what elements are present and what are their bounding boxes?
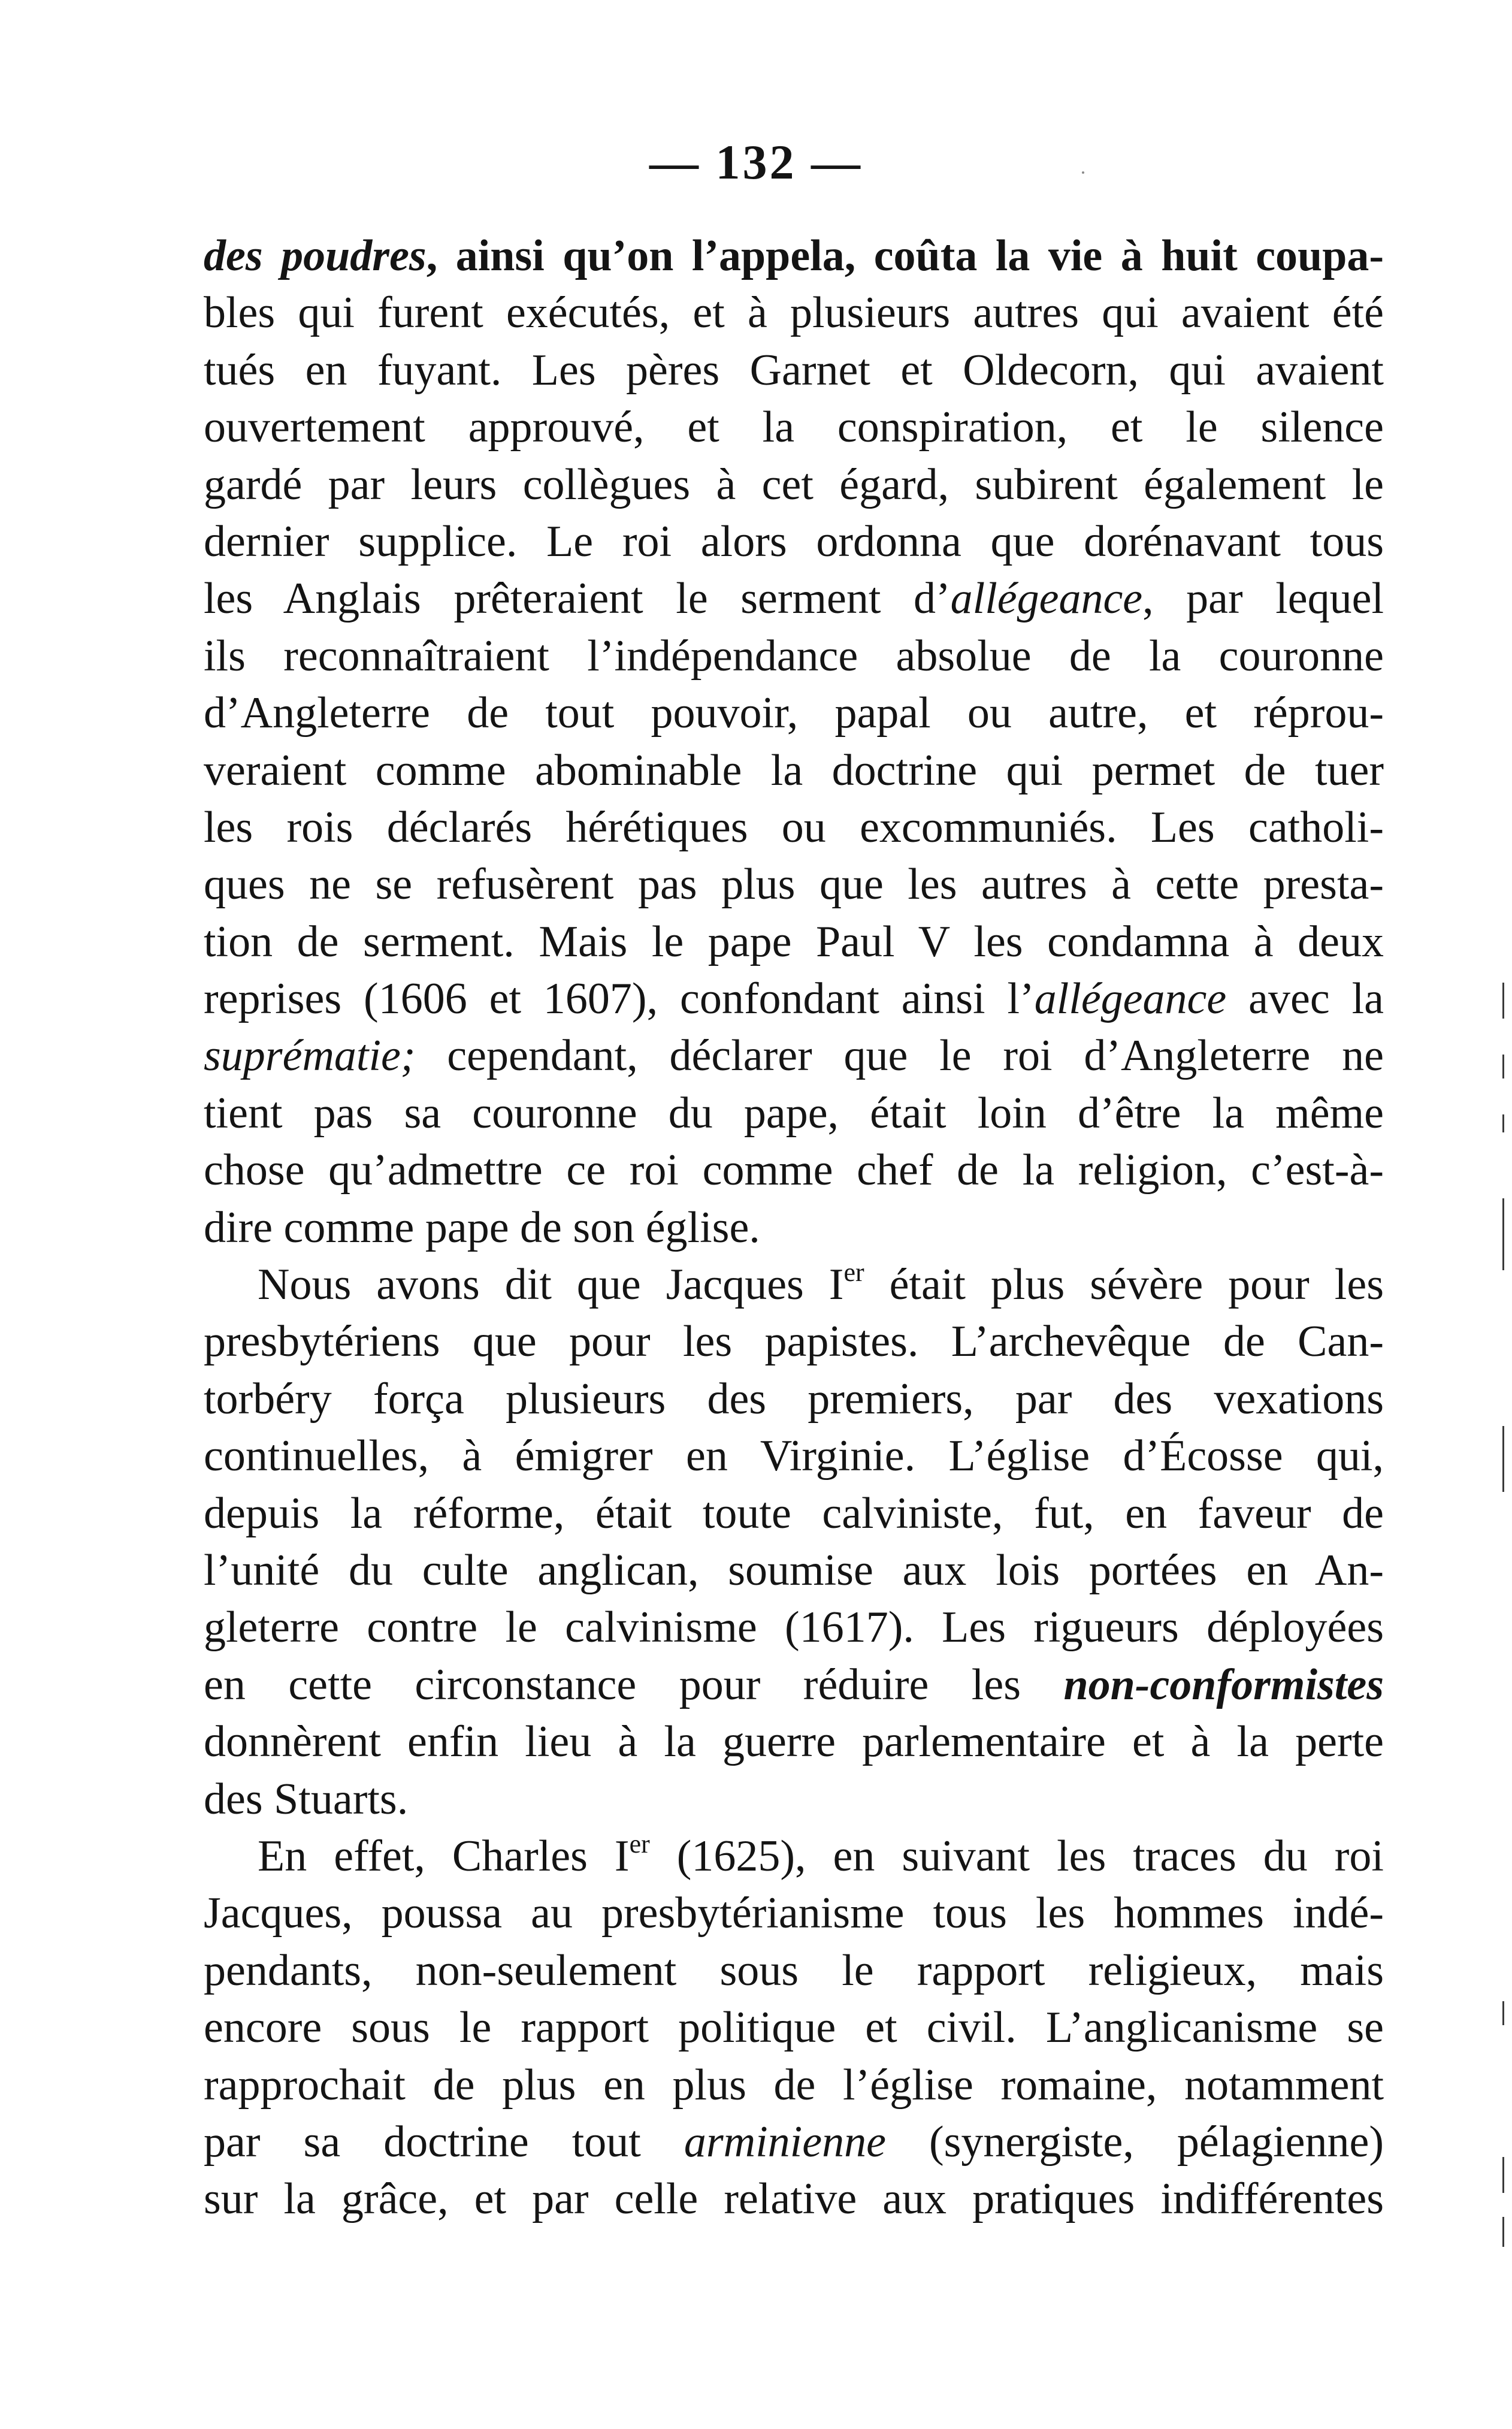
text-line (204, 457, 1384, 513)
text-line (204, 342, 1384, 399)
text-segment: les rois déclarés hérétiques ou excommuniés. Les catholi- (204, 802, 1384, 852)
text-segment: (synergiste, pélagienne) (885, 2117, 1384, 2167)
scan-margin-mark (1502, 1055, 1504, 1078)
italic-phrase: allégeance (1034, 974, 1227, 1024)
text-segment: continuelles, à émigrer en Virginie. L’église d’Écosse qui, (204, 1431, 1384, 1481)
text-segment: dernier supplice. Le roi alors ordonna que dorénavant tous (204, 516, 1384, 566)
text-segment: ils reconnaîtraient l’indépendance absolue de la couronne (204, 631, 1384, 681)
text-line (204, 799, 1384, 856)
text-segment: cependant, déclarer que le roi d’Angleterre ne (415, 1031, 1384, 1081)
italic-phrase: suprématie; (204, 1031, 416, 1081)
text-segment: En effet, Charles I (258, 1831, 630, 1881)
scan-margin-mark (1502, 2001, 1504, 2025)
text-segment: tient pas sa couronne du pape, était loin d’être la même (204, 1088, 1384, 1138)
text-line (204, 1485, 1384, 1542)
text-line (204, 685, 1384, 742)
text-segment: Nous avons dit que Jacques I (258, 1260, 844, 1310)
text-line (204, 1371, 1384, 1428)
text-segment: tion de serment. Mais le pape Paul V les condamna à deux (204, 917, 1384, 966)
text-segment: pendants, non-seulement sous le rapport religieux, mais (204, 1945, 1384, 1995)
text-line (204, 1028, 1384, 1084)
text-segment: avec la (1226, 974, 1384, 1024)
superscript: er (843, 1258, 864, 1288)
text-segment: bles qui furent exécutés, et à plusieurs autres qui avaient été (204, 288, 1384, 338)
text-line (204, 285, 1384, 342)
scan-margin-mark (1502, 1114, 1504, 1132)
text-segment: par sa doctrine tout (204, 2117, 684, 2167)
text-line (204, 2171, 1384, 2228)
text-segment: gardé par leurs collègues à cet égard, subirent également le (204, 460, 1384, 509)
italic-phrase: arminienne (684, 2117, 886, 2167)
scan-margin-mark (1502, 2217, 1504, 2247)
text-segment: des Stuarts. (204, 1774, 409, 1824)
text-segment: gleterre contre le calvinisme (1617). Les rigueurs déployées (204, 1603, 1384, 1652)
body-text (204, 228, 1384, 2228)
text-line (204, 1428, 1384, 1485)
text-line (204, 914, 1384, 971)
text-line (204, 1142, 1384, 1199)
text-line (204, 1771, 1384, 1828)
text-line (204, 1657, 1384, 1714)
text-segment: rapprochait de plus en plus de l’église romaine, notamment (204, 2060, 1384, 2110)
text-line (204, 1085, 1384, 1142)
text-segment: Jacques, poussa au presbytérianisme tous les hommes indé- (204, 1889, 1384, 1938)
text-segment: torbéry força plusieurs des premiers, par des vexations (204, 1374, 1384, 1424)
text-line (204, 399, 1384, 456)
text-line (204, 971, 1384, 1028)
text-segment: les Anglais prêteraient le serment d’ (204, 574, 951, 624)
text-line (204, 856, 1384, 913)
text-line (204, 1313, 1384, 1370)
superscript: er (629, 1829, 650, 1859)
text-segment: donnèrent enfin lieu à la guerre parlementaire et à la perte (204, 1717, 1384, 1767)
italic-phrase: des poudres (204, 231, 427, 280)
text-segment: était plus sévère pour les (864, 1260, 1384, 1310)
text-line (204, 570, 1384, 627)
text-line (204, 513, 1384, 570)
text-line (204, 628, 1384, 685)
scan-dot (1082, 171, 1084, 174)
text-segment: en cette circonstance pour réduire les (204, 1660, 1064, 1709)
text-line (204, 1942, 1384, 1999)
scan-margin-mark (1502, 983, 1504, 1019)
text-segment: , par lequel (1142, 574, 1384, 624)
text-segment: encore sous le rapport politique et civil. L’anglicanisme se (204, 2003, 1384, 2053)
text-segment: depuis la réforme, était toute calviniste, fut, en faveur de (204, 1488, 1384, 1538)
text-line (204, 1542, 1384, 1599)
text-line (204, 1256, 1384, 1313)
text-line (204, 1999, 1384, 2056)
text-line (204, 1200, 1384, 1256)
text-segment: reprises (1606 et 1607), confondant ainsi l’ (204, 974, 1035, 1024)
scan-margin-mark (1502, 1198, 1504, 1270)
italic-phrase: non-conformistes (1063, 1660, 1384, 1709)
text-line (204, 1714, 1384, 1771)
text-segment: veraient comme abominable la doctrine qui permet de tuer (204, 745, 1384, 795)
text-segment: (1625), en suivant les traces du roi (649, 1831, 1384, 1881)
text-line (204, 742, 1384, 799)
text-line (204, 1599, 1384, 1656)
text-line (204, 228, 1384, 285)
text-segment: dire comme pape de son église. (204, 1203, 760, 1252)
text-segment: presbytériens que pour les papistes. L’archevêque de Can- (204, 1317, 1384, 1367)
text-segment: , ainsi qu’on l’appela, coûta la vie à huit coupa- (426, 231, 1384, 280)
italic-phrase: allégeance (950, 574, 1143, 624)
text-segment: d’Angleterre de tout pouvoir, papal ou autre, et réprou- (204, 688, 1384, 738)
scan-margin-mark (1502, 2157, 1504, 2193)
text-segment: ouvertement approuvé, et la conspiration, et le silence (204, 403, 1384, 452)
page-number: — 132 — (649, 135, 863, 189)
text-segment: l’unité du culte anglican, soumise aux lois portées en An- (204, 1545, 1384, 1595)
text-segment: chose qu’admettre ce roi comme chef de la religion, c’est-à- (204, 1146, 1384, 1195)
text-line (204, 2057, 1384, 2114)
scan-margin-mark (1502, 1426, 1504, 1492)
text-segment: sur la grâce, et par celle relative aux pratiques indifférentes (204, 2174, 1384, 2224)
text-line (204, 2114, 1384, 2171)
text-line (204, 1885, 1384, 1942)
text-line (204, 1828, 1384, 1885)
text-segment: ques ne se refusèrent pas plus que les autres à cette presta- (204, 860, 1384, 910)
text-segment: tués en fuyant. Les pères Garnet et Oldecorn, qui avaient (204, 345, 1384, 395)
